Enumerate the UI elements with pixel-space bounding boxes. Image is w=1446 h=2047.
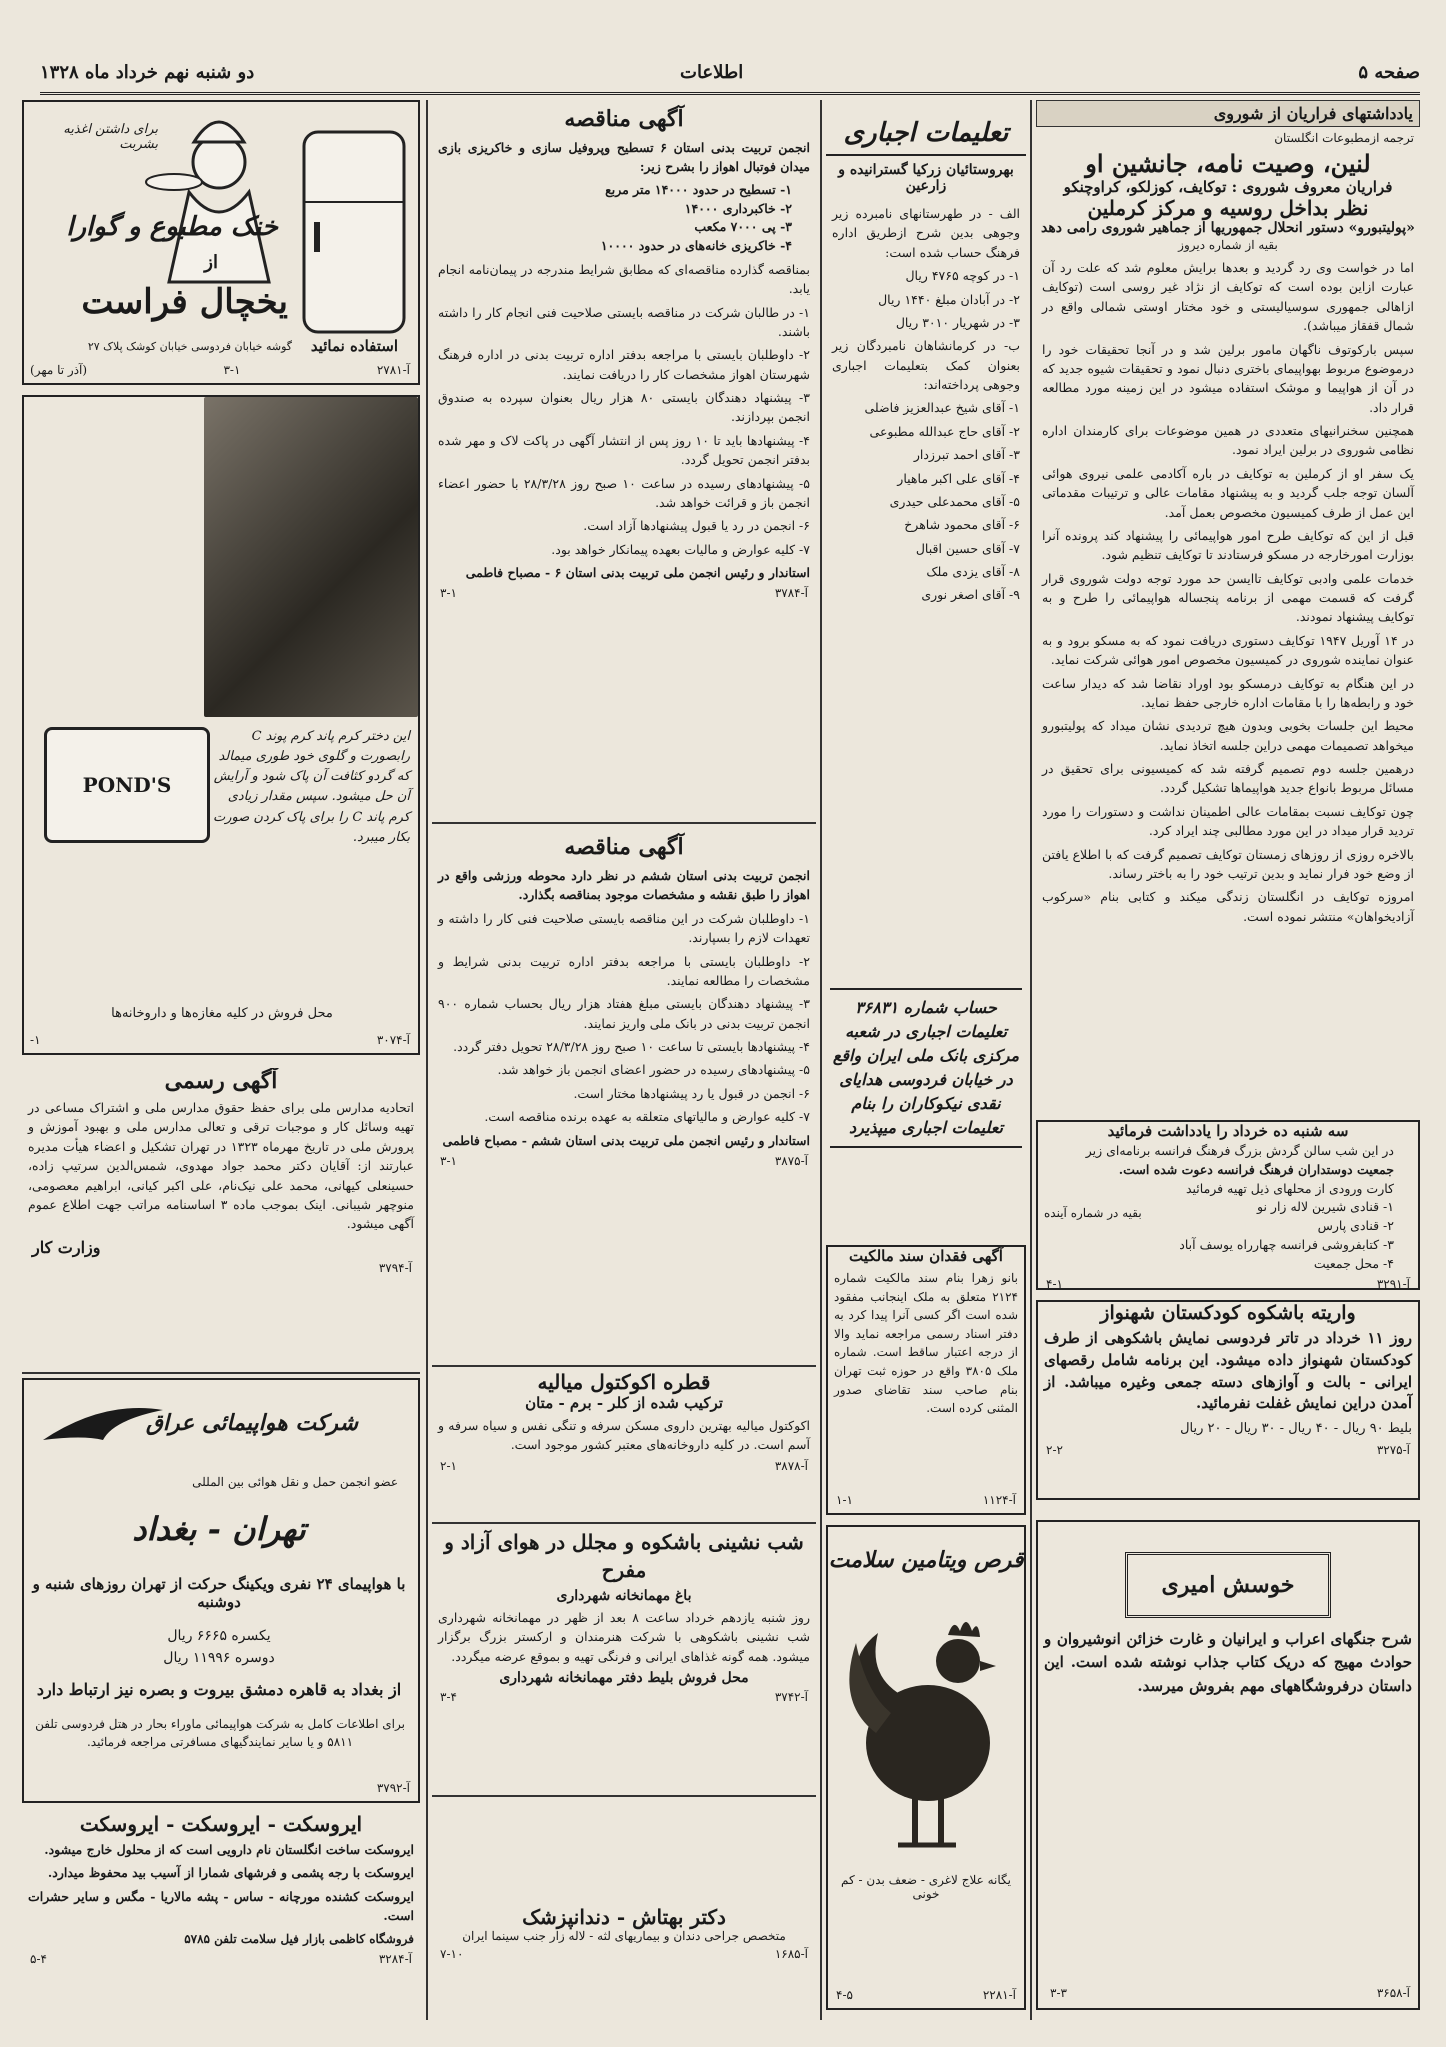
airline-schedule: با هواپیمای ۲۴ نفری ویکینگ حرکت از تهران روزهای شنبه و دوشنبه (32, 1575, 406, 1611)
book-title-logo: خوسش امیری (1125, 1552, 1331, 1618)
paragraph: ۱- در طالبان شرکت در مناقصه بایستی صلاحیت فنی انجام کار را داشته باشند. (438, 304, 810, 339)
fridge-slogan: خنک مطبوع و گوارا (66, 212, 278, 242)
paragraph: ۷- کلیه عوارض و مالیاتهای متعلقه به عهده برنده مناقصه است. (484, 1109, 810, 1125)
ad-line: ۲- قنادی پارس (1317, 1218, 1394, 1233)
paragraph: یک سفر او از کرملین به توکایف در باره آکادمی علمی نیروی هوائی آلسان توجه جلب گردید و به پیشنهاد مقامات عالی و ترتیبات مقدماتی این عمل از طرف کمیسیون مخصوص بعمل آمد. (1042, 465, 1414, 520)
ad-date-range: (آذر تا مهر) (30, 363, 88, 377)
section-rule (432, 822, 816, 824)
fridge-tagline: استفاده نمائید (310, 337, 398, 355)
ad-code: آ-۳۲۸۴ (378, 1952, 412, 1967)
paragraph: خدمات علمی وادبی توکایف تاایسن حد مورد توجه دولت شوروی قرار گرفت که قسمت مهمی از برنامه پنجساله هواپیمائی را طرح و به توکایف پیشنهاد نمودند. (1042, 570, 1414, 625)
ad-code: آ-۳۸۷۸ (774, 1458, 808, 1473)
ad-footer: یگانه علاج لاغری - ضعف بدن - کم خونی (841, 1873, 1011, 1901)
ad-book (1036, 1520, 1420, 2010)
section-rule (432, 1795, 816, 1797)
ad-signature: استاندار و رئیس انجمن ملی تربیت بدنی استان ششم - مصباح فاطمی (442, 1132, 810, 1148)
paragraph: ۴- پیشنهادها بایستی تا ساعت ۱۰ صبح روز ۲۸/۳/۲۸ تحویل دفتر گردد. (453, 1039, 810, 1054)
ad-lines (1048, 1142, 1408, 1273)
ad-title: قرص ویتامین سلامت (828, 1547, 1024, 1573)
ad-kindergarten-show (1036, 1300, 1420, 1500)
paragraph: اما در خواست وی رد گردید و بعدها برایش معلوم شد که علت رد آن عبارت ازاین بوده است که توکایف از نژاد غیر روسی است (توکایف ازاهالی جمهوری سوسیالیستی و خود مختار اوستی شمالی واقع در شمال قفقاز میباشد). (1042, 260, 1414, 334)
paragraph: چون توکایف نسبت بمقامات عالی اطمینان نداشت و دستورات را مورد تردید قرار میداد در این مورد مطالبی چند ایراد کرد. (1042, 803, 1414, 839)
ad-subtitle: ترکیب شده از کلر - برم - متان (525, 1394, 723, 1412)
paragraph: ۶- انجمن در قبول یا رد پیشنهادها مختار است. (573, 1085, 810, 1101)
continued-note: بقیه از شماره دیروز (1178, 238, 1278, 252)
ad-fridge (22, 100, 420, 385)
ad-code-2: ۳-۱ (440, 586, 457, 601)
ad-code-2: ۲-۱ (440, 1458, 457, 1473)
ad-title: آگهی مناقصه (564, 834, 684, 860)
column-rule (820, 100, 822, 2020)
ad-code-2: ۷-۱۰ (440, 1947, 464, 1961)
ad-code-2: ۳-۳ (1050, 1986, 1067, 2000)
tender-item: ۲- خاکبرداری ۱۴۰۰۰ (684, 200, 792, 216)
page-number: صفحه ۵ (1358, 62, 1420, 83)
paragraph: ۲- آقای حاج عبدالله مطبوعی (869, 423, 1020, 439)
fridge-script: برای داشتن اغذیه بشربت (63, 122, 158, 152)
paragraph: بمناقصه گذارده مناقصه‌ای که مطابق شرایط مندرجه در پیمان‌نامه انجام یابد. (438, 261, 810, 297)
ad-official-notice (22, 1068, 420, 1368)
ad-code: آ-۳۲۷۵ (1376, 1443, 1410, 1458)
ad-lost-deed (826, 1245, 1026, 1515)
translation-note: ترجمه ازمطبوعات انگلستان (1274, 131, 1414, 145)
ad-body: بانو زهرا بنام سند مالکیت شماره ۲۱۲۴ متعلق به ملک اینجانب مفقود شده است اگر کسی آنرا پیدا کرد به دفتر اسناد رسمی مراجعه نماید والا از درجه اعتبار ساقط است. شماره ملک ۳۸۰۵ واقع در حوزه ثبت تهران بنام صاحب سند تقاضای صدور المثنی کرده است. (834, 1271, 1018, 1416)
ad-tender-2 (432, 828, 816, 1358)
paragraph: ۷- آقای حسین اقبال (915, 540, 1020, 556)
bank-account-note: حساب شماره ۳۶۸۳۱ تعلیمات اجباری در شعبه مرکزی بانک ملی ایران واقع در خیابان فردوسی هدایای نقدی نیکوکاران را بنام تعلیمات اجباری میپذیرد (830, 988, 1022, 1148)
ad-code-2: ۲-۲ (1046, 1443, 1063, 1458)
tender-item: ۴- خاکریزی خانه‌های در حدود ۱۰۰۰۰ (600, 238, 792, 253)
ad-cough-drops (432, 1370, 816, 1520)
rooster-illustration-icon (828, 1583, 1024, 1863)
woman-portrait-photo (204, 397, 418, 717)
paragraph: امروزه توکایف در انگلستان زندگی میکند و کتابی بنام «سرکوب آزادیخواهان» منتشر نموده است. (1042, 889, 1414, 924)
ad-french-culture (1036, 1120, 1420, 1290)
ad-title: ایروسکت - ایروسکت - ایروسکت (79, 1812, 363, 1836)
paragraph: سپس بارکوتوف ناگهان مامور برلین شد و در آنجا تحقیقات خود را درموضوع مربوط بهواپیمای باختری دنبال نمود و تحقیقات شیوه جدید که در آن از هواپیما و موشک استفاده میشود در این زمینه مورد مطالعه قرار داد. (1042, 341, 1414, 415)
ad-code: آ-۲۷۸۱ (376, 363, 410, 377)
ad-body: اتحادیه مدارس ملی برای حفظ حقوق مدارس ملی و اشتراک مساعی در تهیه وسائل کار و موجبات ترقی و تعالی مدارس ملی و بهبود آموزش و پرورش ملی در تاریخ مهرماه ۱۳۲۳ در تهران تشکیل و اعضاء هیأت مدیره عبارتند از: آقایان دکتر محمد جواد مهدوی، شمس‌الدین سرتیپ زاده، حسینعلی کیهانی، محمد علی نیک‌نام، علی اکبر کیانی، ابراهیم معصومی، منوچهر شیبانی. اینک بموجب ماده ۳ اساسنامه مراتب جهت اطلاع عموم آگهی میشود. (28, 1100, 414, 1232)
fridge-from: از (204, 252, 218, 273)
paragraph: ۵- پیشنهادهای رسیده در حضور اعضای انجمن باز خواهد شد. (497, 1062, 810, 1078)
paragraph: در این هنگام به توکایف درمسکو بود اوراد نقاضا شد که دیدار ساعت خود و رابطه‌ها را با مقامات اداره خارجی حفظ نماید. (1042, 675, 1414, 710)
paragraph: ۳- در شهریار ۳۰۱۰ ریال (895, 314, 1020, 330)
ad-code-2: ۱- (30, 1033, 41, 1047)
ponds-jar-label: POND'S (44, 727, 210, 843)
paragraph: ب- در کرمانشاهان نامبردگان زیر بعنوان کمک بتعلیمات اجباری وجوهی پرداخته‌اند: (832, 338, 1020, 392)
ad-code-2: ۳-۴ (440, 1690, 457, 1705)
ad-line: در این شب سالن گردش بزرگ فرهنگ فرانسه برنامه‌ای زیر (1085, 1143, 1394, 1158)
education-subtitle: بهروستائیان زرکیا گسترانیده و زارعین (838, 162, 1014, 194)
paragraph: ۳- پیشنهاد دهندگان بایستی مبلغ هفتاد هزار ریال بحساب شماره ۹۰۰ انجمن تربیت بدنی در بانک ملی واریز نمایند. (438, 996, 810, 1031)
ad-intro: انجمن تربیت بدنی استان ۶ تسطیح وپروفیل سازی و خاکریزی بازی میدان فوتبال اهواز را بشرح زیر: (438, 140, 810, 175)
ad-code-2: ۴-۵ (836, 1988, 853, 2002)
ad-code: آ-۳۸۷۵ (774, 1153, 808, 1168)
tender-item: ۳- پی ۷۰۰۰ مکعب (694, 219, 792, 235)
paragraph: الف - در طهرستانهای نامبرده زیر وجوهی بدین شرح ازطریق اداره فرهنگ حساب شده است: (832, 206, 1020, 260)
paragraph: ۲- در آبادان مبلغ ۱۴۴۰ ریال (878, 291, 1020, 307)
ad-party (432, 1528, 816, 1778)
ad-title: سه شنبه ده خرداد را یادداشت فرمائید (1107, 1122, 1349, 1140)
paragraph: ۶- آقای محمود شاهرخ (904, 517, 1020, 533)
ad-code: آ-۳۷۹۲ (376, 1781, 410, 1795)
ad-subtitle: باغ مهمانخانه شهرداری (556, 1588, 692, 1604)
headline-3: نظر بداخل روسیه و مرکز کرملین (1087, 196, 1369, 220)
ad-ponds-cream (22, 395, 420, 1055)
ad-title: آگهی فقدان سند مالکیت (849, 1247, 1003, 1265)
ad-title: قطره اکوکتول میالیه (537, 1370, 711, 1394)
section-rule (432, 1365, 816, 1367)
ad-title: دکتر بهتاش - دندانپزشک (522, 1905, 726, 1929)
ad-code-2: ۳-۱ (223, 363, 241, 377)
paragraph: ۶- انجمن در رد یا قبول پیشنهادها آزاد است. (583, 518, 810, 534)
airline-membership: عضو انجمن حمل و نقل هوائی بین المللی (192, 1475, 398, 1489)
ad-title: شب نشینی باشکوه و مجلل در هوای آزاد و مفرح (444, 1530, 804, 1582)
airline-price-return: دوسره ۱۱۹۹۶ ریال (163, 1650, 275, 1666)
ad-code: آ-۳۷۸۴ (774, 586, 808, 601)
ad-code-2: ۴-۱ (1046, 1277, 1063, 1290)
tender-items (442, 181, 806, 256)
page-header (40, 58, 1420, 95)
ad-intro: انجمن تربیت بدنی استان ششم در نظر دارد محوطه ورزشی واقع در اهواز را طبق نقشه و مشخصات موجود بمناقصه بگذارد. (438, 868, 810, 903)
ad-code: آ-۱۶۸۵ (774, 1947, 808, 1961)
airline-price-oneway: یکسره ۶۶۶۵ ریال (167, 1628, 271, 1644)
ad-code-2: ۳-۱ (440, 1153, 457, 1168)
ad-body: اکوکتول میالیه بهترین داروی مسکن سرفه و تنگی نفس و سیاه سرفه و آسم است. در کلیه داروخانه‌های معتبر کشور موجود است. (438, 1418, 810, 1453)
ad-signature: استاندار و رئیس انجمن ملی تربیت بدنی استان ۶ - مصباح فاطمی (465, 565, 810, 580)
headline-main: لنین، وصیت نامه، جانشین او (1085, 149, 1371, 178)
paragraph: ۱- در کوچه ۴۷۶۵ ریال (905, 268, 1020, 284)
ad-body: شرح جنگهای اعراب و ایرانیان و غارت خزائن انوشیروان و حوادث مهیج که دریک کتاب جذاب نوشته شده است. این داستان درفروشگاههای مهم بفروش میرسد. (1044, 1630, 1412, 1695)
section-rule (22, 1372, 420, 1374)
ad-title: آگهی مناقصه (564, 106, 684, 132)
paragraph: محیط این جلسات بخوبی وبدون هیچ تردیدی نشان میداد که پولیتبورو میخواهد تصمیمات مهمی دراین جلسه اتخاذ نماید. (1042, 718, 1414, 753)
ad-caption: این دختر کرم پاند کرم پوند C رابصورت و گلوی خود طوری میمالد که گردو کثافت آن پاک شود و آرایش آن حل میشود. سپس مقدار زیادی کرم پاند C را برای پاک کردن صورت بکار میبرد. (213, 729, 410, 845)
paragraph: ۱- داوطلبان شرکت در این مناقصه بایستی صلاحیت فنی کار را داشته و تعهدات لازم را بسپارند. (438, 910, 810, 946)
education-body (826, 200, 1026, 980)
ad-vitamin-pill (826, 1525, 1026, 2010)
paragraph: ایروسکت ساخت انگلستان نام دارویی است که از محلول خارج میشود. (44, 1842, 414, 1857)
paragraph: ۳- پیشنهاد دهندگان بایستی ۸۰ هزار ریال بعنوان سپرده به صندوق انجمن بپردازند. (438, 390, 810, 425)
paragraph: ۴- آقای علی اکبر ماهیار (897, 470, 1020, 486)
ad-line: کارت ورودی از محلهای ذیل تهیه فرمائید (1185, 1180, 1394, 1196)
tender-item: ۱- تسطیح در حدود ۱۴۰۰۰ متر مربع (605, 181, 792, 197)
ad-body: متخصص جراحی دندان و بیماریهای لثه - لاله زار جنب سینما ایران (462, 1929, 786, 1943)
ad-aerosect (22, 1812, 420, 2010)
paragraph: ایروسکت با رجه پشمی و فرشهای شمارا از آسیب بید محفوظ میدارد. (47, 1865, 414, 1881)
refrigerator-illustration-icon (294, 122, 414, 342)
paragraph: ۷- کلیه عوارض و مالیات بعهده پیمانکار خواهد بود. (551, 541, 810, 557)
airline-route: تهران - بغداد (132, 1510, 306, 1548)
ad-title: واریته باشکوه کودکستان شهنواز (1100, 1302, 1356, 1324)
ad-body: روز ۱۱ خرداد در تاتر فردوسی نمایش باشکوهی از طرف کودکستان شهنواز داده میشود. این برنامه شامل رقصهای ایرانی - بالت و آوازهای دسته جمعی وغیره میباشد. از آمدن دراین نمایش غفلت نفرمائید. (1044, 1329, 1412, 1413)
paragraph: ۴- پیشنهادها باید تا ۱۰ روز پس از انتشار آگهی در پاکت لاک و مهر شده بدفتر انجمن تحویل گردد. (438, 432, 810, 468)
paragraph: ۹- آقای اصغر نوری (921, 587, 1020, 603)
ad-footer: محل فروش در کلیه مغازه‌ها و داروخانه‌ها (111, 1006, 333, 1021)
paragraph: ۲- داوطلبان بایستی با مراجعه بدفتر اداره تربیت بدنی شرایط و مشخصات را مطالعه نمایند. (438, 953, 810, 988)
ad-title: آگهی رسمی (164, 1068, 278, 1094)
ad-line: جمعیت دوستداران فرهنگ فرانسه دعوت شده است. (1118, 1161, 1394, 1177)
headline-2: فراریان معروف شوروی : توکایف، کوزلکو، کراوچنکو (1063, 178, 1393, 196)
column-rule (426, 100, 428, 2020)
ad-line: ۳- کتابفروشی فرانسه چهارراه یوسف آباد (1179, 1236, 1394, 1252)
headline-4: «پولیتبورو» دستور انحلال جمهوریها از جماهیر شوروی رامی دهد (1041, 220, 1415, 236)
paragraph: ۱- آقای شیخ عبدالعزیز فاضلی (864, 400, 1020, 416)
fridge-address: گوشه خیابان فردوسی خیابان کوشک پلاک ۲۷ (87, 340, 292, 353)
airline-info: برای اطلاعات کامل به شرکت هواپیمائی ماوراء بحار در هتل فردوسی تلفن ۵۸۱۱ و یا سایر نمایندگیهای مسافرتی مراجعه فرمائید. (35, 1717, 405, 1749)
paragraph: ایروسکت کشنده مورچانه - ساس - پشه مالاریا - مگس و سایر حشرات است. (28, 1888, 414, 1924)
ad-price: بلیط ۹۰ ریال - ۴۰ ریال - ۳۰ ریال - ۲۰ ریال (1180, 1421, 1412, 1436)
paragraph: ۸- آقای یزدی ملک (926, 564, 1020, 579)
ad-dentist (432, 1905, 816, 2010)
ad-code: آ-۲۲۸۱ (982, 1988, 1016, 2002)
column-rule (1030, 100, 1032, 2020)
ad-code: آ-۱۱۲۴ (982, 1493, 1016, 1507)
ad-signature: وزارت کار (32, 1237, 101, 1257)
ad-code: آ-۳۰۷۴ (376, 1033, 410, 1047)
newspaper-name: اطلاعات (680, 62, 744, 83)
ad-code: آ-۳۶۵۸ (1376, 1986, 1410, 2000)
paragraph: ۵- آقای محمدعلی حیدری (889, 493, 1020, 509)
airline-name: شرکت هواپیمائی عراق (145, 1410, 358, 1436)
section-rule (432, 1522, 816, 1524)
paragraph: ۲- داوطلبان بایستی با مراجعه بدفتر اداره تربیت بدنی در اداره فرهنگ شهرستان اهواز مشخصات کار را دریافت نمایند. (438, 347, 810, 382)
issue-date: دو شنبه نهم خرداد ماه ۱۳۲۸ (40, 62, 255, 83)
paragraph: بالاخره روزی از روزهای زمستان توکایف تصمیم گرفت که با اطلاع یافتن از وضع خود فرار نماید و بدین ترتیب خود را به باختر رساند. (1042, 846, 1414, 881)
ad-code: آ-۳۲۹۱ (1376, 1277, 1410, 1290)
ad-sale-info: محل فروش بلیط دفتر مهمانخانه شهرداری (499, 1670, 749, 1687)
ad-store: فروشگاه کاظمی بازار فیل سلامت تلفن ۵۷۸۵ (184, 1931, 414, 1946)
ad-code-2: ۵-۴ (30, 1952, 47, 1967)
ad-code: آ-۳۷۴۲ (774, 1690, 808, 1705)
paragraph: همچنین سخنرانیهای متعددی در همین موضوعات برای کارمندان اداره نظامی شوروی در برلین ایراد نمود. (1042, 423, 1414, 458)
paragraph: ۵- پیشنهادهای رسیده در ساعت ۱۰ صبح روز ۲۸/۳/۲۸ با حضور اعضاء انجمن باز و قرائت خواهد شد. (438, 475, 810, 510)
ad-line: ۴- محل جمعیت (1313, 1255, 1394, 1271)
ad-iraq-airline (22, 1378, 420, 1803)
column-title: یادداشتهای فراریان از شوروی (1036, 100, 1420, 127)
ad-body: روز شنبه یازدهم خرداد ساعت ۸ بعد از ظهر در مهمانخانه شهرداری شب نشینی باشکوهی با شرکت هنرمندان و ارکستر بزرگ برگزار میشود. همه گونه غذاهای ایرانی و فرنگی تهیه و بموقع عرضه میگردد. (438, 1610, 811, 1664)
paragraph: درهمین جلسه دوم تصمیم گرفته شد که کمیسیونی برای تحقیق در مسائل مربوط بانواع جدید هواپیماها تشکیل گردد. (1042, 761, 1414, 796)
ad-code: آ-۳۷۹۴ (378, 1260, 412, 1275)
ad-code-2: ۱-۱ (836, 1493, 853, 1507)
article-body (1036, 254, 1420, 1204)
continued-next: بقیه در شماره آینده (1044, 1206, 1142, 1220)
airline-connections: از بغداد به قاهره دمشق بیروت و بصره نیز ارتباط دارد (36, 1680, 402, 1699)
paragraph: ۳- آقای احمد تبرزدار (913, 447, 1020, 463)
fridge-brand: یخچال فراست (81, 282, 288, 322)
paragraph: در ۱۴ آوریل ۱۹۴۷ توکایف دستوری دریافت نمود که به مسکو برود و به عنوان نماینده شوروی در کمیسیون مخصوص امور هوائی شرکت نماید. (1042, 632, 1414, 668)
ad-line: ۱- قنادی شیرین لاله زار نو (1257, 1199, 1394, 1215)
education-title: تعلیمات اجباری (826, 100, 1026, 156)
ad-tender-1 (432, 100, 816, 830)
paragraph: قبل از این که توکایف طرح امور هواپیمائی را پیشنهاد کند پرونده آنرا بوزارت امورخارجه در مسکو فرستادند تا توکایف تنظیم شود. (1042, 527, 1414, 563)
